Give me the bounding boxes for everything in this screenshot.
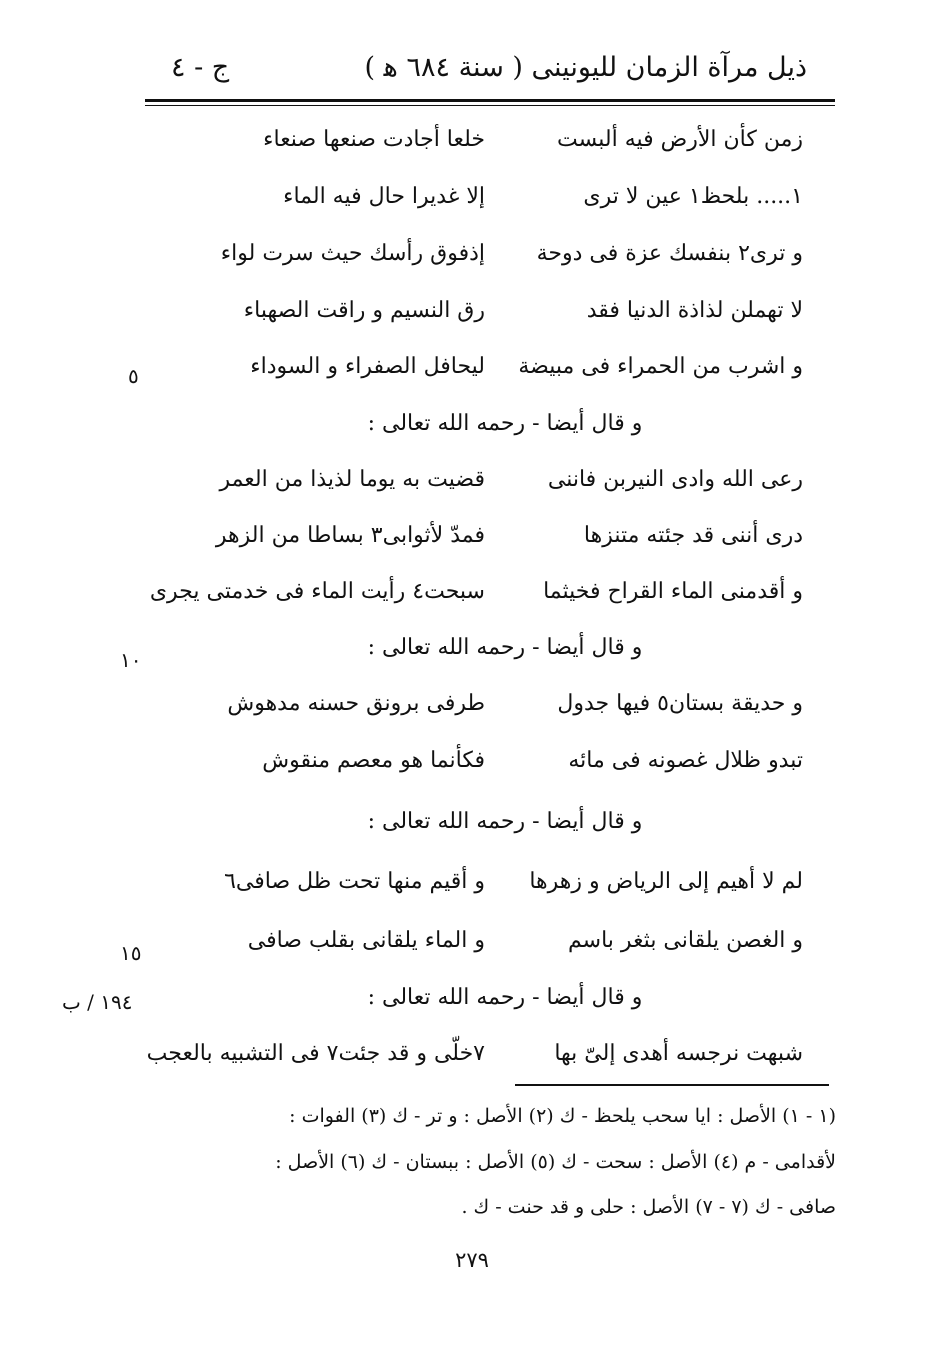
verse-first-hemistich: تبدو ظلال غصونه فى مائه [568, 748, 803, 773]
poem-intro: و قال أيضا - رحمه الله تعالى : [367, 809, 643, 834]
verse-second-hemistich: إذفوق رأسك حيث سرت لواء [220, 241, 485, 266]
verse-second-hemistich: رق النسيم و راقت الصهباء [243, 298, 485, 323]
verse-first-hemistich: درى أننى قد جئته متنزها [583, 523, 803, 548]
verse-second-hemistich: خلعا أجادت صنعها صنعاء [263, 127, 485, 152]
verse-second-hemistich: إلا غديرا حال فيه الماء [283, 184, 485, 209]
line-number: ١٠ [120, 648, 142, 672]
header-rule [145, 99, 835, 102]
footnote-line: (١ - ١) الأصل : ايا سحب يلحظ - ك (٢) الأصل : و تر - ك (٣) الفوات : [289, 1105, 836, 1127]
verse [205, 120, 805, 160]
line-number: ١٥ [120, 941, 142, 965]
verse-first-hemistich: و الغصن يلقانى بثغر باسم [568, 928, 803, 953]
verse [205, 921, 805, 961]
verse [205, 177, 805, 217]
verse-first-hemistich: ١..... بلحظ١ عين لا ترى [583, 184, 803, 209]
verse-first-hemistich: شبهت نرجسه أهدى إلىّ بها [554, 1041, 803, 1066]
verse [205, 347, 805, 387]
footnote-line: صافى - ك (٧ - ٧) الأصل : حلى و قد حنت - ك . [461, 1196, 836, 1218]
verse-first-hemistich: و اشرب من الحمراء فى مبيضة [518, 354, 803, 379]
verse [205, 741, 805, 781]
verse-second-hemistich: فكأنما هو معصم منقوش [262, 748, 485, 773]
verse-second-hemistich: فمدّ لأثوابى٣ بساطا من الزهر [215, 523, 485, 548]
verse [205, 516, 805, 556]
verse-first-hemistich: زمن كأن الأرض فيه ألبست [557, 127, 803, 152]
folio-mark: ١٩٤ / ب [62, 990, 133, 1014]
verse [149, 572, 805, 612]
poem-intro: و قال أيضا - رحمه الله تعالى : [367, 411, 643, 436]
verse-first-hemistich: لم لا أهيم إلى الرياض و زهرها [529, 869, 803, 894]
verse-second-hemistich: طرفى برونق حسنه مدهوش [227, 691, 485, 716]
line-number: ٥ [128, 364, 139, 388]
verse-second-hemistich: سبحت٤ رأيت الماء فى خدمتى يجرى [149, 579, 485, 604]
verse-first-hemistich: و ترى٢ بنفسك عزة فى دوحة [536, 241, 803, 266]
footnote-line: لأقدامى - م (٤) الأصل : سحت - ك (٥) الأصل : ببستان - ك (٦) الأصل : [275, 1151, 836, 1173]
verse-second-hemistich: قضيت به يوما لذيذا من العمر [219, 467, 485, 492]
verse [205, 862, 805, 902]
verse [205, 460, 805, 500]
running-title: ذيل مرآة الزمان لليونينى ( سنة ٦٨٤ ﻫ ) [364, 52, 807, 83]
verse [205, 291, 805, 331]
verse [205, 234, 805, 274]
poem-intro: و قال أيضا - رحمه الله تعالى : [367, 635, 643, 660]
verse-first-hemistich: رعى الله وادى النيربن فاننى [547, 467, 803, 492]
verse-first-hemistich: و حديقة بستان٥ فيها جدول [557, 691, 803, 716]
verse-first-hemistich: لا تهملن لذاذة الدنيا فقد [586, 298, 803, 323]
verse [146, 1034, 805, 1074]
verse-second-hemistich: و الماء يلقانى بقلب صافى [247, 928, 485, 953]
page-number: ٢٧٩ [455, 1248, 489, 1272]
verse-second-hemistich: ٧خلّى و قد جئت٧ فى التشبيه بالعجب [146, 1041, 485, 1066]
verse-second-hemistich: ليحافل الصفراء و السوداء [250, 354, 485, 379]
verse-second-hemistich: و أقيم منها تحت ظل صافى٦ [224, 869, 485, 894]
volume-mark: ج - ٤ [171, 52, 230, 83]
poem-intro: و قال أيضا - رحمه الله تعالى : [367, 985, 643, 1010]
verse-first-hemistich: و أقدمنى الماء القراح فخيثما [543, 579, 803, 604]
verse [205, 684, 805, 724]
footnote-rule [515, 1084, 829, 1086]
page-header [145, 44, 835, 94]
header-rule-thin [145, 105, 835, 106]
